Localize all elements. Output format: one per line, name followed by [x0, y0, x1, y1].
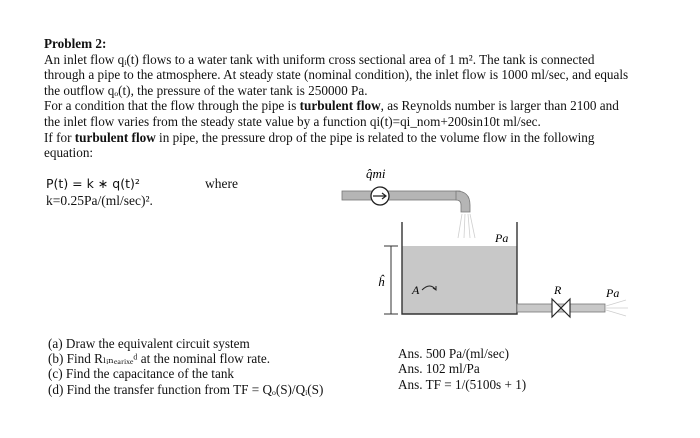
answer-b: Ans. 500 Pa/(ml/sec) — [398, 346, 509, 361]
question-a: (a) Draw the equivalent circuit system — [48, 336, 250, 351]
problem-statement — [44, 36, 664, 161]
inlet-pipe — [342, 191, 470, 212]
pressure-equation: P(t) = k ∗ q(t)² — [46, 176, 140, 191]
problem-line-7: equation: — [44, 145, 94, 161]
line-4-tail: , as Reynolds number is larger than 2100 and — [380, 98, 619, 114]
height-marker — [384, 246, 398, 314]
questions — [48, 336, 323, 397]
outlet-pressure-label: Pa — [606, 286, 620, 300]
inlet-flow-label: q̂mi — [366, 166, 386, 181]
bold-turbulent-flow: turbulent flow — [299, 98, 381, 114]
problem-line-3: the outflow qₒ(t), the pressure of the water tank is 250000 Pa. — [44, 82, 368, 98]
answer-d: Ans. TF = 1/(5100s + 1) — [398, 376, 527, 392]
k-constant: k=0.25Pa/(ml/sec)². — [46, 193, 153, 208]
question-d: (d) Find the transfer function from TF = Qₒ(S)/Qᵢ(S) — [48, 381, 324, 397]
question-b: (b) Find Rₗᵢₙₑₐᵣᵢₓₑᵈ at the nominal flow rate. — [48, 351, 271, 367]
problem-line-5: the inlet flow varies from the steady state value by a function qi(t)=qi_nom+200sin10t ml/sec. — [44, 113, 541, 129]
line-4-head: For a condition that the flow through the pipe is — [44, 98, 300, 114]
problem-line-4 — [44, 98, 664, 114]
inlet-spray — [458, 214, 475, 238]
line-6-tail: in pipe, the pressure drop of the pipe is related to the volume flow in the following — [155, 129, 595, 145]
answer-c: Ans. 102 ml/Pa — [398, 361, 480, 377]
problem-line-1: An inlet flow qᵢ(t) flows to a water tank with uniform cross sectional area of 1 m². The tank is connected — [44, 51, 595, 67]
outlet-spray — [606, 300, 628, 316]
valve-icon — [552, 299, 570, 317]
resistance-label: R — [554, 283, 562, 297]
tank-water — [402, 246, 517, 314]
line-6-head: If for — [44, 129, 75, 145]
answers — [398, 346, 526, 392]
tank-pressure-label: Pa — [495, 231, 509, 245]
question-c: (c) Find the capacitance of the tank — [48, 366, 235, 382]
area-label: A — [412, 283, 420, 297]
problem-title: Problem 2: — [44, 36, 107, 51]
tank-diagram — [330, 160, 640, 335]
problem-line-2: through a pipe to the atmosphere. At steady state (nominal condition), the inlet flow is 1000 ml/sec, and equals — [44, 67, 629, 83]
where-label: where — [205, 176, 238, 191]
problem-line-6 — [44, 130, 664, 146]
height-label: ĥ — [378, 274, 385, 289]
bold-turbulent-flow-2: turbulent flow — [74, 129, 156, 145]
